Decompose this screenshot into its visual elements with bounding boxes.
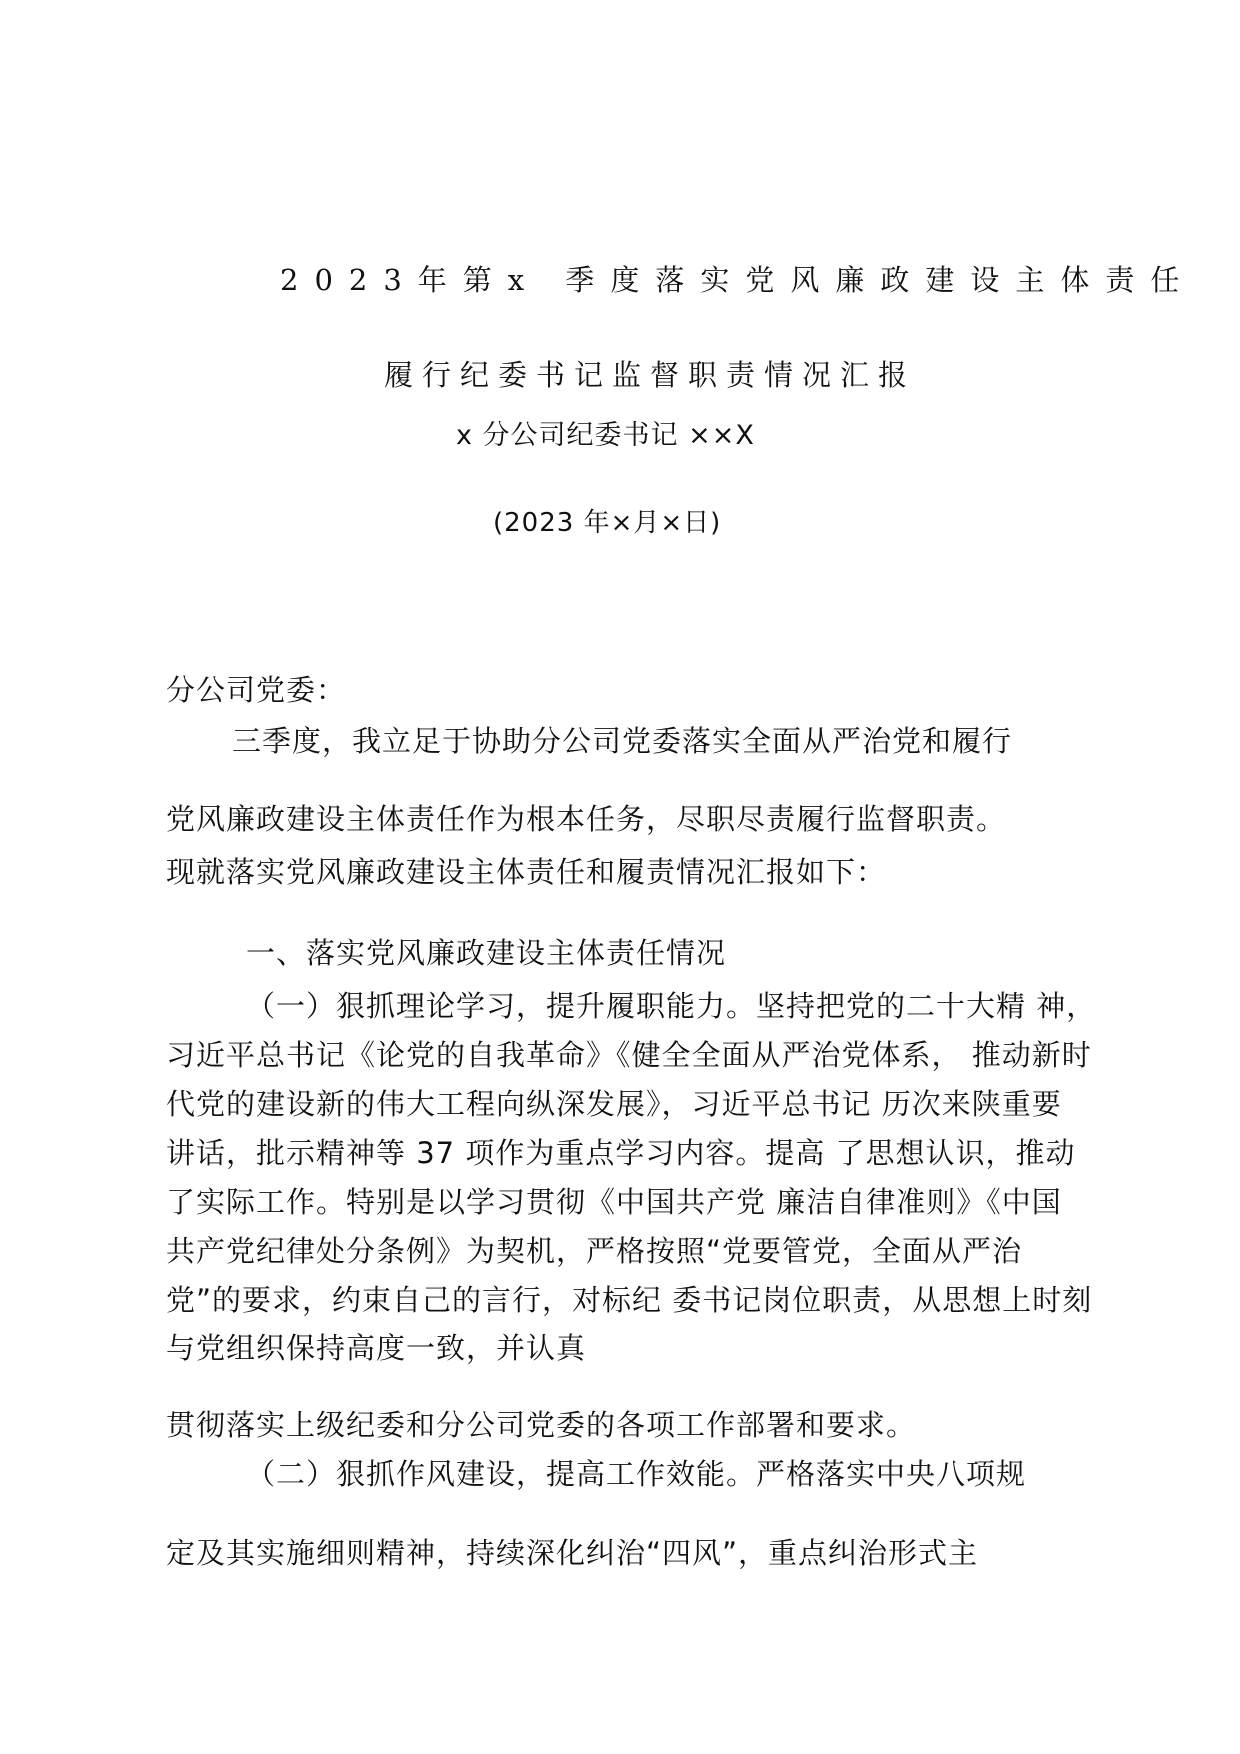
- salutation: 分公司党委：: [166, 673, 347, 707]
- body-line: 现就落实党风廉政建设主体责任和履责情况汇报如下：: [166, 855, 887, 889]
- body-line: 了实际工作。特别是以学习贯彻《中国共产党 廉洁自律准则》《中国: [166, 1185, 1062, 1219]
- body-line: 定及其实施细则精神，持续深化纠治“四风”，重点纠治形式主: [166, 1536, 979, 1570]
- body-line: 习近平总书记《论党的自我革命》《健全全面从严治党体系， 推动新时: [166, 1038, 1092, 1072]
- body-line: 共产党纪律处分条例》为契机，严格按照“党要管党，全面从严治: [166, 1234, 1023, 1268]
- body-line: 与党组织保持高度一致，并认真: [166, 1331, 587, 1365]
- body-line: 讲话，批示精神等 37 项作为重点学习内容。提高 了思想认识，推动: [166, 1136, 1076, 1170]
- body-line: 代党的建设新的伟大工程向纵深发展》，习近平总书记 历次来陕重要: [166, 1087, 1062, 1121]
- document-date: (2023 年×月×日): [493, 508, 722, 538]
- document-title-line-1: 2023年第x 季度落实党风廉政建设主体责任: [280, 263, 1196, 297]
- body-line: 三季度，我立足于协助分公司党委落实全面从严治党和履行: [232, 724, 1013, 758]
- body-line: （二）狠抓作风建设，提高工作效能。严格落实中央八项规: [246, 1457, 1027, 1491]
- body-line: 党”的要求，约束自己的言行，对标纪 委书记岗位职责，从思想上时刻: [166, 1283, 1093, 1317]
- document-title-line-2: 履行纪委书记监督职责情况汇报: [384, 358, 917, 392]
- body-line: 贯彻落实上级纪委和分公司党委的各项工作部署和要求。: [166, 1408, 917, 1442]
- body-line: 党风廉政建设主体责任作为根本任务，尽职尽责履行监督职责。: [166, 802, 1007, 836]
- section-heading: 一、落实党风廉政建设主体责任情况: [246, 936, 727, 970]
- document-author: x 分公司纪委书记 ××X: [456, 420, 755, 451]
- body-line: （一）狠抓理论学习，提升履职能力。坚持把党的二十大精 神，: [246, 989, 1097, 1023]
